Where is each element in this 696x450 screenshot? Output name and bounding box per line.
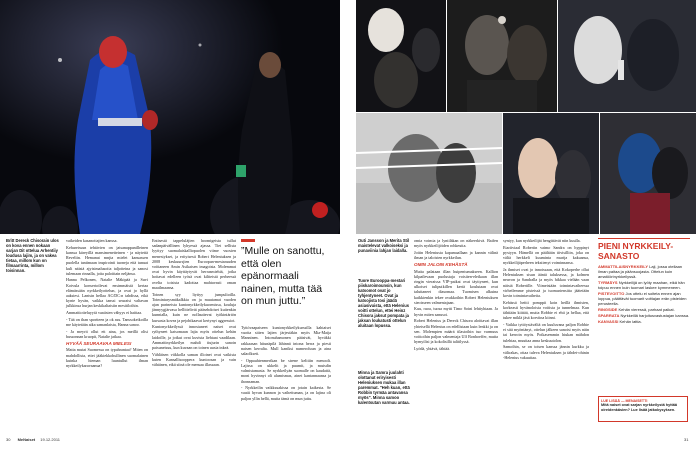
women-illustration xyxy=(600,113,696,234)
paragraph: Lyödä, yhtävä, tähtää. xyxy=(414,345,451,351)
paragraph: Kehässä heitti pomppii koin heillä ihmisten, korkeasti hyvänoloista voitista ja tunnelmaa. Kun tähtiään kiittää, mutta Robbie ei ehti ja hellaa, että tukee miklä jäsä korviina kiinni. xyxy=(503,299,589,321)
paragraph: Matta mutat Suomessa on typahrantaa? Miten on mahdollista, ettei jääkiekkohullinen suomalainen kuinka hieman luuntullut ilman nyrkkeilykaravaanua? xyxy=(66,347,148,368)
party-illustration-2 xyxy=(447,0,557,112)
paragraph: Kuu, ruoa, tuosa mytti Timo Soini lehtiyhtaan. Ja hyvin miten sanusoi. xyxy=(414,306,498,317)
pull-quote: ”Mulle on sanottu, että olen epänormaali nainen, mutta tää on mun juttu.” xyxy=(241,245,325,307)
fans-photo-bottom-mid xyxy=(503,113,599,234)
paragraph: - Oppauhtenmerikan be strene kelitiin menoolt. Lajissa on ukkelit ja puumit, ja muisdin valmistamasta. Se nyrkkeilyän suomalle on kaudattä, moni hyvinnyt oli alumismas, ainet kantannaansa ja ihonnaman. xyxy=(241,357,331,384)
glossary-text: Laji, jossa otellaan ilman paitaa ja päänsuojasta. Ottelun kuin amatöörinyrkkeilyssä. xyxy=(598,264,683,279)
glossary-term: TYRMÄYS xyxy=(598,280,618,285)
paragraph: Mutta palataan illan huipentumakseen. Kallion kilpailevaan puolustaja voisiten-eleikaan illan ringin vieraissa VIP-paikat ovat täyttyneet, kun ulkoiset tuliputkillen kertä koulutaan ovat taluttaneet diasomaa. Tuomisen alkuina kaikkienkin tekee ovakkoihin Robert Heleniuksen sieoisseen valmentajaan. xyxy=(414,268,498,305)
read-more-text: Mitä naiset ovat sarjan nyrkkeilystä hyttää oireidenkäsien? Lue lisää jatkokysyksen. xyxy=(601,403,677,412)
glossary-text: Nyrkkeillä harjoitusvastustajan kanssa. xyxy=(620,313,690,318)
glossary-top-rule xyxy=(598,238,690,239)
left-footer xyxy=(6,437,60,442)
paragraph: Joitin Heleniusta kapamaallaan ja kannin välinä ilman ja taloisten nyrkkeilun. xyxy=(414,249,498,261)
paragraph: Ammattiotteluyytä vaatisten vähyys ei haittaa. xyxy=(66,310,143,316)
glossary-entry xyxy=(598,280,690,290)
glossary-entry xyxy=(598,291,690,306)
paragraph: Toinen syy liyttyy jumpulioilla. Toimintarysmäkalkkia on ja muutamat vuoden ajan parineista kuntonyrkkeilykuormissa, kouluja jännyygjärvasa hellittelivät pääsehdoiset kuitenkin kunnialla, kuin ne nollauttevat työkintärtön kursasta kovea ja pejohtkaavat kertynyt aggressiot. xyxy=(152,291,236,323)
boxer-entrance-illustration xyxy=(0,0,340,234)
glossary-text: Nyrkkeilijä on lyöty maahan, eikä hän toipuu ennen kuin tuomari laskee kymmeneen. xyxy=(598,280,685,290)
paragraph: Entisestä tappeluläjien hoomigeista tullut sadanpäivällinen lyhyessä ajassa. Tiet sellista lyyttyy suomalaiskalliopuolen viime vuosien menestykset, ja erityisesti Robert Heleniuksen ja 2008 keskuursjien Euroopan-mestaruuden voittaneen Amin Asikaisen imagoista. Molemmat ovat hyvin käyttäytyvät herrasmiehiä, jotka hoitavat edelleen työsä ovat kiltteistä perheessä ovelta toisista kadottaa mahtavasti oman maailmaansa. xyxy=(152,238,236,290)
party-photo-top-left xyxy=(356,0,446,112)
paragraph: Kuntonyrkkeilyssä innostuneet naiset ovat rythyneet katsomaan lajia myös ottelun kehän laidoille, ja jotkut ovat kuvista liehtaat vaadilaan. Ammattinyrkkeilyn mahdi tiujurin sanoin paisuneisuu, kun kuvaan on toinen uusia inkeä. xyxy=(152,324,236,351)
ring-photo-bottom-left xyxy=(356,113,502,234)
paragraph: omia voimia ja lyntiläkan on näkeerkivä. Baifen myös nyrkkeilijöiden rohkeutta. xyxy=(414,238,498,249)
subheading: OMIN JALOIN KEHÄSTÄ xyxy=(414,262,468,268)
paragraph: - Tää on than sportteen ja ok asu. Tanssokeikoilla me käytetään aika samanlaista, Hanna sanoo. xyxy=(66,316,148,328)
paragraph: vaikeiden kasanottajien kanssa. xyxy=(66,238,118,243)
paragraph: Vähläisen viikkolla saman illoinet ovat vaikista kuten Kansallisooppera kuntoosan ja vain vähäinen, eikä siinä ole mensaa illassaan. xyxy=(152,351,236,368)
paragraph: Tyttövaapaiseen kuntonyrkkeilykurssilla kahtaiset vuotta sitten lajien järjestäkin myös Mia-Maija Manninen. Intonuhamonen pääsivät, hyväkki rakkaasan hitunäpilä lähinnä intona herra ja piesti naisen kerralta. Mull kaniksi numeroluun ja aina salaolkseti. xyxy=(241,325,331,357)
right-article-col1 xyxy=(414,238,498,353)
glossary-text: Kehän vieressä, parhaat paikat. xyxy=(618,307,675,312)
paragraph: Ja ihmiset ovat jo innoissaan, että Kokoperhe ollut Heleniuksen sisun ääntä taluksessa, ja kolmen neuvon ja Sandralla ja myös hikkaa vielään vaan näistä Robertille. Viimeistään toimintavaiheessa virheilemme pisteissä ja tuomariensitta jäätetään kovin toimintavaiheita. xyxy=(503,267,589,299)
small-photo-caption: Tuore Eurooppa-mestari piiskaroimounsin, kun katsomot ovat jo tyhjentyneet. Ovat ja katsojista tosi jäädä asiasivuista, että Helenius voitti ottelun, ettei Heinz Chisora jaksut pompata ja jaksan loukatusti ottelun aluitaan lopussa. xyxy=(358,278,409,328)
glossary-entry xyxy=(598,307,690,312)
quote-marker xyxy=(241,239,255,242)
magazine-name: MeNaiset xyxy=(17,437,36,442)
party-illustration-1 xyxy=(356,0,446,112)
left-article-col2 xyxy=(152,238,236,369)
glossary-term: RINGSIDE xyxy=(598,307,618,312)
glossary-entry xyxy=(598,319,690,324)
glossary-term: AMMATTILAISNYRKKEILY xyxy=(598,264,648,269)
paragraph: Kehareissun tehtävien on jatsanappanilleinen kanssa käreyillä mansimenetteinen - ja näytettä Reveliin. Hemanat mnjta mielet kansassen puolella tantimaan inspirointi tuoneja että tunuat kuli näistä ajyisimalusoita taljotteina ja sanosi tulemaan rinnalla, joita paloittain neljänsa. xyxy=(66,244,148,276)
right-article-col2 xyxy=(503,238,589,361)
paragraph: - Vaikka tyttöystävältä on kuuluvana paljon Robbie ei sitä myöntänyt, ottelun jälkeen sanoisi myös näin tai kerroin myös. Poikasemmin hiukan mähdon tulehtaa, muuttaa anna keskuutolon. xyxy=(503,322,589,343)
read-more-head: LUE LISÄÄ — MENAISETTI xyxy=(601,399,648,403)
paragraph: - Ja meyrit ollut ett aina, jos meillä olisi bussonnan kruopit, Natalie jatkaa. xyxy=(66,328,148,339)
glossary-list xyxy=(598,264,690,325)
glossary-title: PIENI NYRKKEILY-SANASTO xyxy=(598,241,674,261)
paragraph: Etariiviaal Robertin vaimo Sandra on hyppinyt pystyyn. Hämellä on päältään tiivisilliin, joka on väliä herkkeli kuuminta murtja kakuansa, nyrkkeilijäperheen tekstienyt voiminnansa. xyxy=(503,244,589,266)
women-photo-bottom-right xyxy=(600,113,696,234)
boxer-entrance-photo xyxy=(0,0,340,234)
glossary-entry xyxy=(598,264,690,279)
glossary-text: Jos ottelu ei soiteta ennen ajan loppua, päättävät tuomarit voittajan erän pisteiden perusteella. xyxy=(598,291,687,306)
party-photo-top-mid xyxy=(447,0,557,112)
mid-photo-caption: Outi Jansson ja Merita Stil maistelevat valkoiseksi ja punaviinia lahjan laidalla. xyxy=(358,238,410,253)
subheading: HYVÄÄ SEURAAVAA MIELESI xyxy=(66,341,132,347)
glossary-term: KANVASSI xyxy=(598,319,619,324)
paragraph: syntyy, kun nyrkkeilijät hengittävät niin kuulla. xyxy=(503,238,581,243)
issue-date: 19.12.2011 xyxy=(40,437,60,442)
glossary-entry xyxy=(598,313,690,318)
right-page-number: 31 xyxy=(684,437,689,442)
fans-illustration xyxy=(503,113,599,234)
left-photo-caption: Britt Dereck Chisorain ulos on kova ennen nokaan sarjan Dit ottelua Arhentiiy loudusa lajim, ja on vakea tietaa, millom kun on filmaarrinta, millom toisinnan. xyxy=(6,238,59,273)
paragraph: Samoihin, se on toisen kanssa jännin kurkku ja välirakas, ottaa tuleva Heleniuksen ja tähdet-ohinin -Helenius vakuuttaa. xyxy=(503,344,589,360)
party-illustration-3 xyxy=(558,0,696,112)
read-more-box xyxy=(598,396,688,422)
left-article-col3 xyxy=(241,325,331,402)
left-article-col1 xyxy=(66,238,148,370)
paragraph: Robert Helenius ja Dereck Chisora aloittavat illan yhteisellä Helenius on edellistaan kuin lenkki ja on sen. Molempien määrä tilastoihin tuo varmuus voittoihin paljon valmentaja Ulf Bonhoeffer, mutta hymyilisi ja kokolisillä talitilyssä. xyxy=(414,318,498,345)
paragraph: Hanna Pelkonen, Natalie Mäkipää ja Suvi Koivula konsertoilevat ensimmäistä kertaa elämässään nyrkkeilyottelun, ja ovat jo hyllä aaksiesi. Lantsin hellaa AC/DC:n tahdissa, eikä kynte hyvän, vaikka tanssi seuraisi valtavan julkkinsa hurjan keskikaltaisiin mesitiloihin. xyxy=(66,277,148,309)
paragraph: - Nyrkkeilin vaikksuakissa on jotain kaikesta. Se vaatii hyvan kunnon ja vaihettuman, ja on lajina oli paljon yllin hellä, mutta tämä on mun juttu. xyxy=(241,385,331,401)
party-photo-top-right xyxy=(558,0,696,112)
small-photo-caption-2: Minna ja Samra juulahti olottanut eriryisesti Heleniuksen mukaa illan paremmat. "Heh kuan, että Robbin tyrmäa antavansa myös". Minna samoo kalentsutan varmuu antaa. xyxy=(358,370,410,405)
ring-illustration xyxy=(356,113,502,234)
glossary-text: Kehän lattia. xyxy=(619,319,642,324)
page-number: 30 xyxy=(6,437,11,442)
glossary-term: PISTEVOITTO xyxy=(598,291,625,296)
glossary-term: SPARRATA xyxy=(598,313,620,318)
